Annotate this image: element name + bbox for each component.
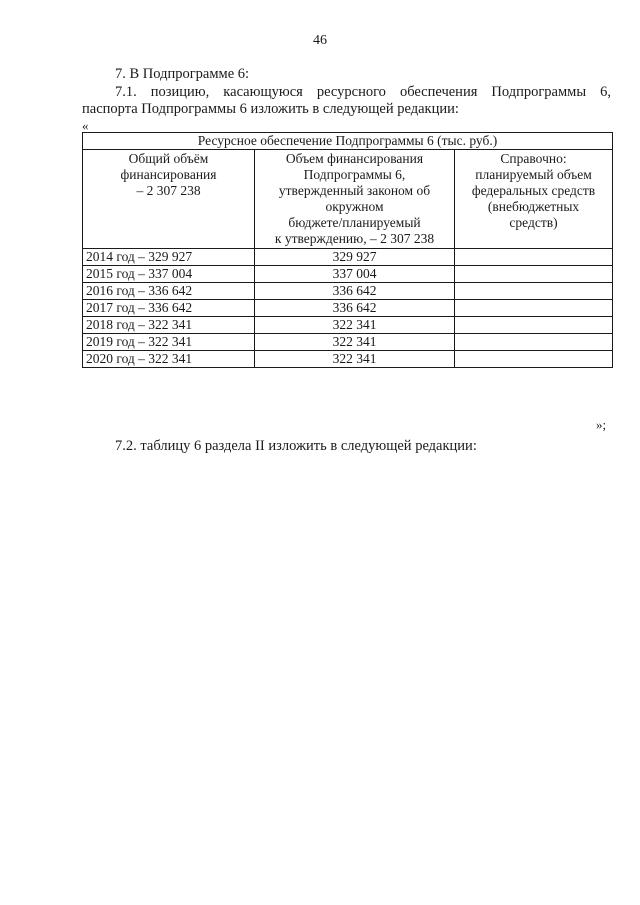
amount-cell: 337 004 [255,266,455,283]
header-reference-line: Справочно: [500,151,567,166]
federal-cell [455,351,613,368]
year-total-cell: 2015 год – 337 004 [83,266,255,283]
year-total-cell: 2017 год – 336 642 [83,300,255,317]
section-heading: 7. В Подпрограмме 6: [115,66,250,82]
header-funding-line: к утверждению, – 2 307 238 [274,231,435,246]
federal-cell [455,249,613,266]
year-total-cell: 2016 год – 336 642 [83,283,255,300]
table-row [83,351,613,368]
federal-cell [455,283,613,300]
item-1-line-1: 7.1. позицию, касающуюся ресурсного обеспечения Подпрограммы 6, [115,84,611,100]
year-total-cell: 2019 год – 322 341 [83,334,255,351]
header-funding-line: утвержденный законом об [278,183,431,198]
federal-cell [455,266,613,283]
amount-cell: 322 341 [255,351,455,368]
table-row [83,317,613,334]
year-total-cell: 2018 год – 322 341 [83,317,255,334]
header-funding-line: бюджете/планируемый [288,215,421,230]
close-quote: »; [596,417,607,432]
year-total-cell: 2014 год – 329 927 [83,249,255,266]
header-total-line: Общий объём [128,151,209,166]
page-number: 46 [313,33,327,48]
header-funding-line: окружном [325,199,384,214]
header-reference [455,150,613,249]
header-reference-line: (внебюджетных [487,199,580,214]
federal-cell [455,334,613,351]
header-total-line: – 2 307 238 [136,183,201,198]
amount-cell: 322 341 [255,334,455,351]
amount-cell: 329 927 [255,249,455,266]
table-row [83,283,613,300]
header-total-line: финансирования [120,167,217,182]
table-row [83,300,613,317]
item-1-line-2: паспорта Подпрограммы 6 изложить в следующей редакции: [82,101,459,117]
resource-table [82,132,613,368]
table-row [83,249,613,266]
open-quote: « [82,118,89,133]
federal-cell [455,317,613,334]
item-2-text: 7.2. таблицу 6 раздела II изложить в следующей редакции: [115,438,477,454]
header-reference-line: средств) [509,215,558,230]
table-title: Ресурсное обеспечение Подпрограммы 6 (тыс. руб.) [83,133,613,150]
header-funding [255,150,455,249]
federal-cell [455,300,613,317]
amount-cell: 336 642 [255,300,455,317]
header-funding-line: Объем финансирования [285,151,424,166]
header-funding-line: Подпрограммы 6, [303,167,406,182]
amount-cell: 322 341 [255,317,455,334]
header-reference-line: планируемый объем [475,167,592,182]
header-total [83,150,255,249]
header-reference-line: федеральных средств [471,183,596,198]
amount-cell: 336 642 [255,283,455,300]
table-row [83,334,613,351]
table-row [83,266,613,283]
year-total-cell: 2020 год – 322 341 [83,351,255,368]
